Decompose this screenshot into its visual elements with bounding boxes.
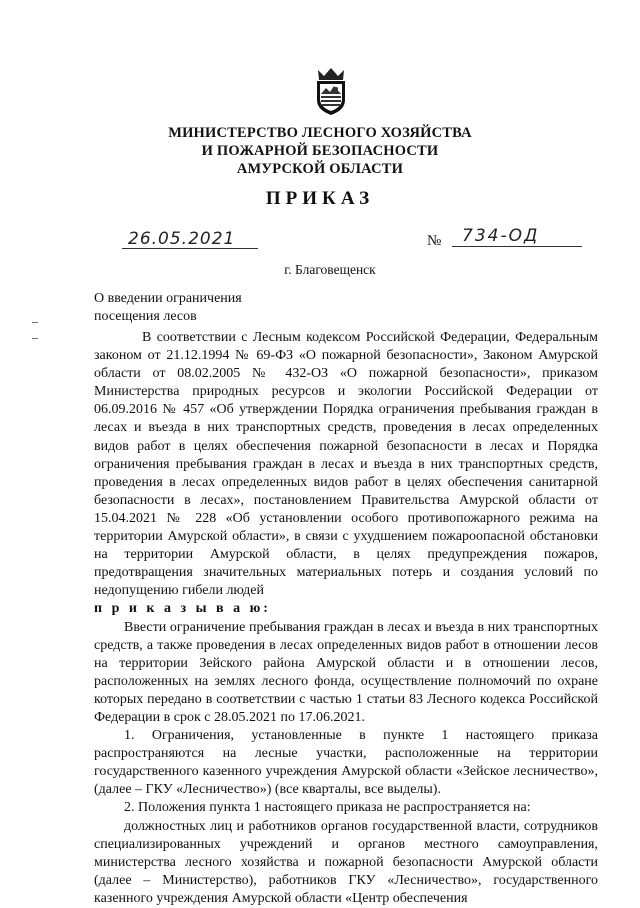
order-subject [94,290,242,326]
order-date: 26.05.2021 [122,230,258,249]
ministry-name-line-3: АМУРСКОЙ ОБЛАСТИ [236,161,404,177]
city-line: г. Благовещенск [284,262,376,277]
order-body [94,329,598,908]
item-1-paragraph: 1. Ограничения, установленные в пункте 1 настоящего приказа распространяются на лесные участки, расположенные на территории государственного казенного учреждения Амурской области «Зейское лесничество», (далее – ГКУ «Лесничество») (все кварталы, все выделы). [94,728,598,798]
margin-mark [32,322,38,323]
order-number: 734-ОД [452,226,582,247]
order-number-label: № [427,233,442,249]
ministry-name-line-2: И ПОЖАРНОЙ БЕЗОПАСНОСТИ [201,143,439,159]
coat-of-arms-emblem [312,66,350,116]
margin-mark [32,338,38,339]
item-2-text-paragraph: должностных лиц и работников органов государственной власти, сотрудников специализированных учреждений и органов местного самоуправления, министерства лесного хозяйства и пожарной безопасности Амурской области (далее – Министерство), работников ГКУ «Лесничество», государственного казенного учреждения Амурской области «Центр обеспечения [94,818,598,906]
order-directive-word: п р и к а з ы в а ю: [94,601,271,617]
subject-line-2: посещения лесов [94,309,197,324]
item-2-paragraph: 2. Положения пункта 1 настоящего приказа не распространяется на: [124,800,531,816]
ministry-name-line-1: МИНИСТЕРСТВО ЛЕСНОГО ХОЗЯЙСТВА [168,125,472,141]
main-paragraph: Ввести ограничение пребывания граждан в лесах и въезда в них транспортных средств, а также проведения в лесах определенных видов работ в отношении лесов на территории Зейского района Амурской области и в отношении лесов, расположенных на землях лесного фонда, осуществление полномочий по охране которых передано в соответствии с частью 1 статьи 83 Лесного кодекса Российской Федерации в срок с 28.05.2021 по 17.06.2021. [94,619,598,725]
document-type-title: ПРИКАЗ [265,188,375,209]
preamble-paragraph: В соответствии с Лесным кодексом Российской Федерации, Федеральным законом от 21.12.1994 № 69-ФЗ «О пожарной безопасности», Законом Амурской области от 08.02.2005 № 432-ОЗ «О пожарной безопасности», приказом Министерства природных ресурсов и экологии Российской Федерации от 06.09.2016 № 457 «Об утверждении Порядка ограничения пребывания граждан в лесах и въезда в них транспортных средств, проведения в лесах определенных видов работ в целях обеспечения пожарной безопасности в лесах и Порядка ограничения пребывания граждан в лесах и въезда в них транспортных средств, проведения в лесах определенных видов работ в целях обеспечения санитарной безопасности в лесах», постановлением Правительства Амурской области от 15.04.2021 № 228 «Об установлении особого противопожарного режима на территории Амурской области», в связи с ухудшением пожароопасной обстановки на территории Амурской области, в целях предупреждения пожаров, предотвращения значительных материальных потерь и создания условий по недопущению гибели людей [94,330,598,599]
subject-line-1: О введении ограничения [94,291,242,306]
